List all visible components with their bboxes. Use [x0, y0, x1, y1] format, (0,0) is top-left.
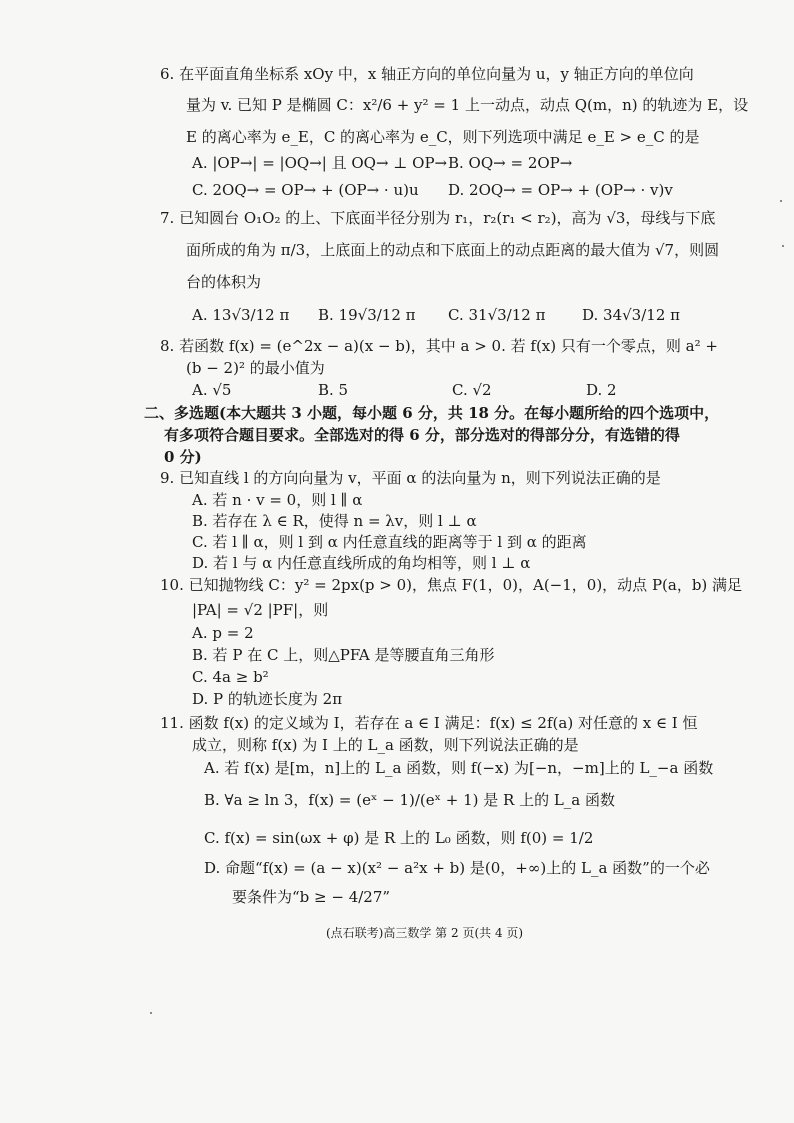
q8-option-b: B. 5 [318, 381, 349, 399]
q7-line3: 台的体积为 [186, 273, 262, 291]
q6-line2: 量为 v. 已知 P 是椭圆 C：x²/6 + y² = 1 上一动点，动点 Q(m，n) 的轨迹为 E，设 [186, 96, 749, 114]
page-footer: (点石联考)高三数学 第 2 页(共 4 页) [326, 926, 524, 940]
q11-option-d-line1: D. 命题“f(x) = (a − x)(x² − a²x + b) 是(0，+∞)上的 L_a 函数”的一个必 [204, 859, 710, 877]
q6-option-a: A. |OP→| = |OQ→| 且 OQ→ ⊥ OP→ [192, 154, 448, 172]
q6-line1: 6. 在平面直角坐标系 xOy 中，x 轴正方向的单位向量为 u，y 轴正方向的单位向 [160, 65, 694, 83]
q7-option-d: D. 34√3/12 π [582, 306, 680, 324]
q11-option-c: C. f(x) = sin(ωx + φ) 是 R 上的 L₀ 函数，则 f(0) = 1/2 [204, 829, 594, 847]
q11-option-d-line2: 要条件为“b ≥ − 4/27” [232, 888, 391, 906]
q7-line1: 7. 已知圆台 O₁O₂ 的上、下底面半径分别为 r₁，r₂(r₁ < r₂)，高为 √3，母线与下底 [160, 209, 716, 227]
scan-speck [150, 1012, 152, 1014]
q8-line1: 8. 若函数 f(x) = (e^2x − a)(x − b)，其中 a > 0. 若 f(x) 只有一个零点，则 a² + [160, 337, 718, 355]
q10-line1: 10. 已知抛物线 C：y² = 2px(p > 0)，焦点 F(1，0)，A(−1，0)，动点 P(a，b) 满足 [160, 576, 743, 594]
section2-heading-line3: 0 分) [164, 448, 202, 466]
q9-option-a: A. 若 n · v = 0，则 l ∥ α [192, 491, 363, 509]
q7-line2: 面所成的角为 π/3，上底面上的动点和下底面上的动点距离的最大值为 √7，则圆 [186, 241, 720, 259]
q8-option-d: D. 2 [586, 381, 617, 399]
q10-option-d: D. P 的轨迹长度为 2π [192, 690, 343, 708]
q10-option-a: A. p = 2 [192, 624, 254, 642]
q6-option-d: D. 2OQ→ = OP→ + (OP→ · v)v [448, 181, 673, 199]
q11-line1: 11. 函数 f(x) 的定义域为 I，若存在 a ∈ I 满足：f(x) ≤ 2f(a) 对任意的 x ∈ I 恒 [160, 714, 698, 732]
q7-option-b: B. 19√3/12 π [318, 306, 416, 324]
q8-option-c: C. √2 [452, 381, 492, 399]
q11-line2: 成立，则称 f(x) 为 I 上的 L_a 函数，则下列说法正确的是 [192, 736, 579, 754]
scan-speck [782, 245, 784, 247]
q7-option-a: A. 13√3/12 π [192, 306, 290, 324]
q9-option-b: B. 若存在 λ ∈ R，使得 n = λv，则 l ⊥ α [192, 512, 477, 530]
q6-option-c: C. 2OQ→ = OP→ + (OP→ · u)u [192, 181, 419, 199]
q10-line2: |PA| = √2 |PF|，则 [192, 601, 329, 619]
section2-heading-line2: 有多项符合题目要求。全部选对的得 6 分，部分选对的得部分分，有选错的得 [164, 426, 680, 444]
q8-line2: (b − 2)² 的最小值为 [186, 359, 325, 377]
q10-option-c: C. 4a ≥ b² [192, 668, 269, 686]
q7-option-c: C. 31√3/12 π [448, 306, 546, 324]
q6-option-b: B. OQ→ = 2OP→ [448, 154, 573, 172]
q6-line3: E 的离心率为 e_E，C 的离心率为 e_C，则下列选项中满足 e_E > e_C 的是 [186, 128, 700, 146]
section2-heading-line1: 二、多选题(本大题共 3 小题，每小题 6 分，共 18 分。在每小题所给的四个选项中， [144, 404, 720, 422]
q8-option-a: A. √5 [192, 381, 232, 399]
q10-option-b: B. 若 P 在 C 上，则△PFA 是等腰直角三角形 [192, 646, 495, 664]
q11-option-b: B. ∀a ≥ ln 3，f(x) = (eˣ − 1)/(eˣ + 1) 是 R 上的 L_a 函数 [204, 791, 616, 809]
scan-speck [780, 200, 782, 202]
q9-option-c: C. 若 l ∥ α，则 l 到 α 内任意直线的距离等于 l 到 α 的距离 [192, 533, 587, 551]
q9-option-d: D. 若 l 与 α 内任意直线所成的角均相等，则 l ⊥ α [192, 554, 531, 572]
q11-option-a: A. 若 f(x) 是[m，n]上的 L_a 函数，则 f(−x) 为[−n，−m]上的 L_−a 函数 [204, 759, 714, 777]
q9-line1: 9. 已知直线 l 的方向向量为 v，平面 α 的法向量为 n，则下列说法正确的是 [160, 469, 661, 487]
